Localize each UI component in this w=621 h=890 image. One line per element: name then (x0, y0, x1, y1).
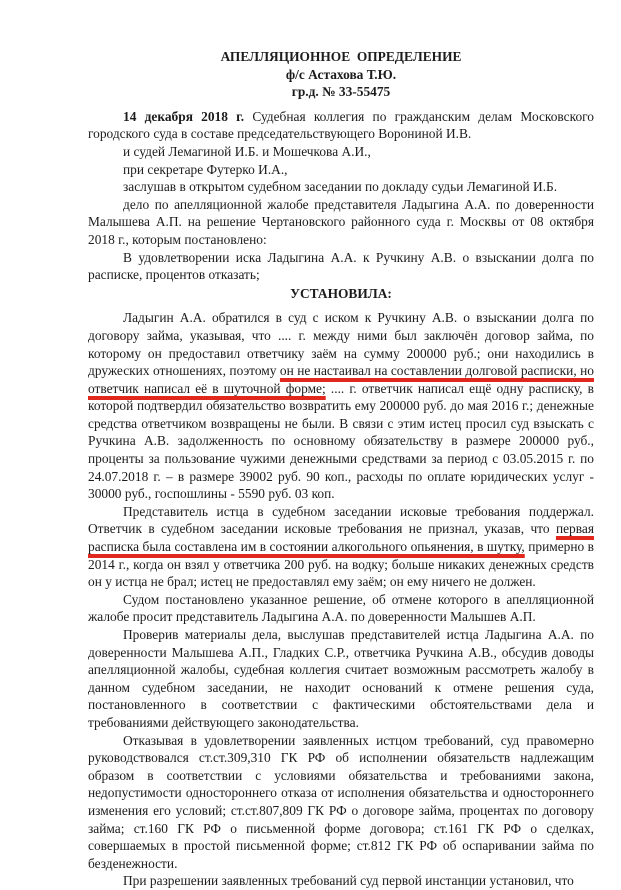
body-paragraph-final-truncated: При разрешении заявленных требований суд первой инстанции установил, что (123, 873, 574, 889)
positions-text-post: примерно в 2014 г., когда он взял у ответчика 200 руб. на водку; больше никаких денежных средств он у истца не брал; истец не предоставлял ему заём; он ему ничего не должен. (88, 539, 594, 590)
decision-date: 14 декабря 2018 г. (123, 108, 245, 124)
intro-heard-line: заслушав в открытом судебном заседании по докладу судьи Лемагиной И.Б. (123, 179, 558, 195)
body-paragraph-appeal: Судом постановлено указанное решение, об отмене которого в апелляционной жалобе просит представитель Ладыгина А.А. по доверенности Малышев А.П. (88, 591, 594, 625)
intro-secretary-line: при секретаре Футерко И.А., (123, 161, 288, 177)
panel-composition-text: Судебная коллегия по гражданским делам Московского городского суда в составе председательствующего Ворониной И.В. (88, 108, 594, 142)
body-paragraph-review: Проверив материалы дела, выслушав представителей истца Ладыгина А.А. по доверенности Малышева А.П., Гладких С.Р., ответчика Ручкина А.В., обсудив доводы апелляционной жалобы, судебная коллегия считает возможным рассмотреть жалобу в данном судебном заседании, не находит оснований к отмене решения суда, постановленного в соответствии с фактическими обстоятельствами дела и требованиями действующего законодательства. (88, 627, 594, 730)
claim-text-pre: Ладыгин А.А. обратился в суд с иском к Ручкину А.В. о взыскании долга по договору займа, указывая, что .... г. между ними был заключён договор займа, по которому он предоставил ответчику заём на сумму 200000 руб.; они находились в дружеских отношениях, поэтому (88, 310, 594, 379)
established-section-heading: УСТАНОВИЛА: (290, 285, 392, 301)
intro-judges-line: и судей Лемагиной И.Б. и Мошечкова А.И., (123, 143, 371, 159)
body-paragraph-positions (88, 503, 594, 591)
claim-text-post: .... г. ответчик написал ещё одну расписку, в которой подтвердил обязательство возвратить ему 200000 руб. до мая 2016 г.; денежные средства ответчиком возвращены не были. В связи с этим истец просил суд взыскать с Ручкина А.В. задолженность по основному обязательству в размере 200000 руб., проценты за пользование чужими денежными средствами за период с 03.05.2015 г. по 24.07.2018 г. – в размере 39002 руб. 90 коп., расходы по оплате юридических услуг - 30000 руб., госпошлины - 5590 руб. 03 коп. (88, 380, 594, 502)
document-title: АПЕЛЛЯЦИОННОЕ ОПРЕДЕЛЕНИЕ (220, 49, 462, 64)
intro-case-description: дело по апелляционной жалобе представителя Ладыгина А.А. по доверенности Малышева А.П. на решение Чертановского районного суда г. Москвы от 08 октября 2018 г., которым постановлено: (88, 196, 594, 247)
document-header (88, 48, 594, 101)
intro-panel-paragraph (88, 108, 594, 143)
positions-text-pre: Представитель истца в судебном заседании исковые требования поддержал. Ответчик в судебном заседании исковые требования не признал, указав, что (88, 503, 594, 537)
case-number: гр.д. № 33-55475 (291, 84, 391, 100)
intro-ruling-quote: В удовлетворении иска Ладыгина А.А. к Ручкину А.В. о взыскании долга по расписке, процентов отказать; (88, 249, 594, 283)
body-paragraph-claim (88, 309, 594, 503)
red-underline-annotation-2: первая расписка была составлена им в состоянии алкогольного опьянения, в шутку, (88, 521, 594, 555)
red-underline-annotation-1: он не настаивал на составлении долговой расписки, но ответчик написал её в шуточной форме; (88, 363, 594, 396)
body-paragraph-legal-grounds: Отказывая в удовлетворении заявленных истцом требований, суд правомерно руководствовался ст.ст.309,310 ГК РФ об исполнении обязательств надлежащим образом в соответствии с условиями обязательства и требованиями закона, недопустимости одностороннего отказа от исполнения обязательства и одностороннего изменения его условий; ст.ст.807,809 ГК РФ о договоре займа, процентах по договору займа; ст.160 ГК РФ о письменной форме договора; ст.161 ГК РФ о сделках, совершаемых в простой письменной форме; ст.812 ГК РФ об оспаривании займа по безденежности. (88, 732, 594, 871)
judge-reference: ф/с Астахова Т.Ю. (285, 66, 397, 82)
